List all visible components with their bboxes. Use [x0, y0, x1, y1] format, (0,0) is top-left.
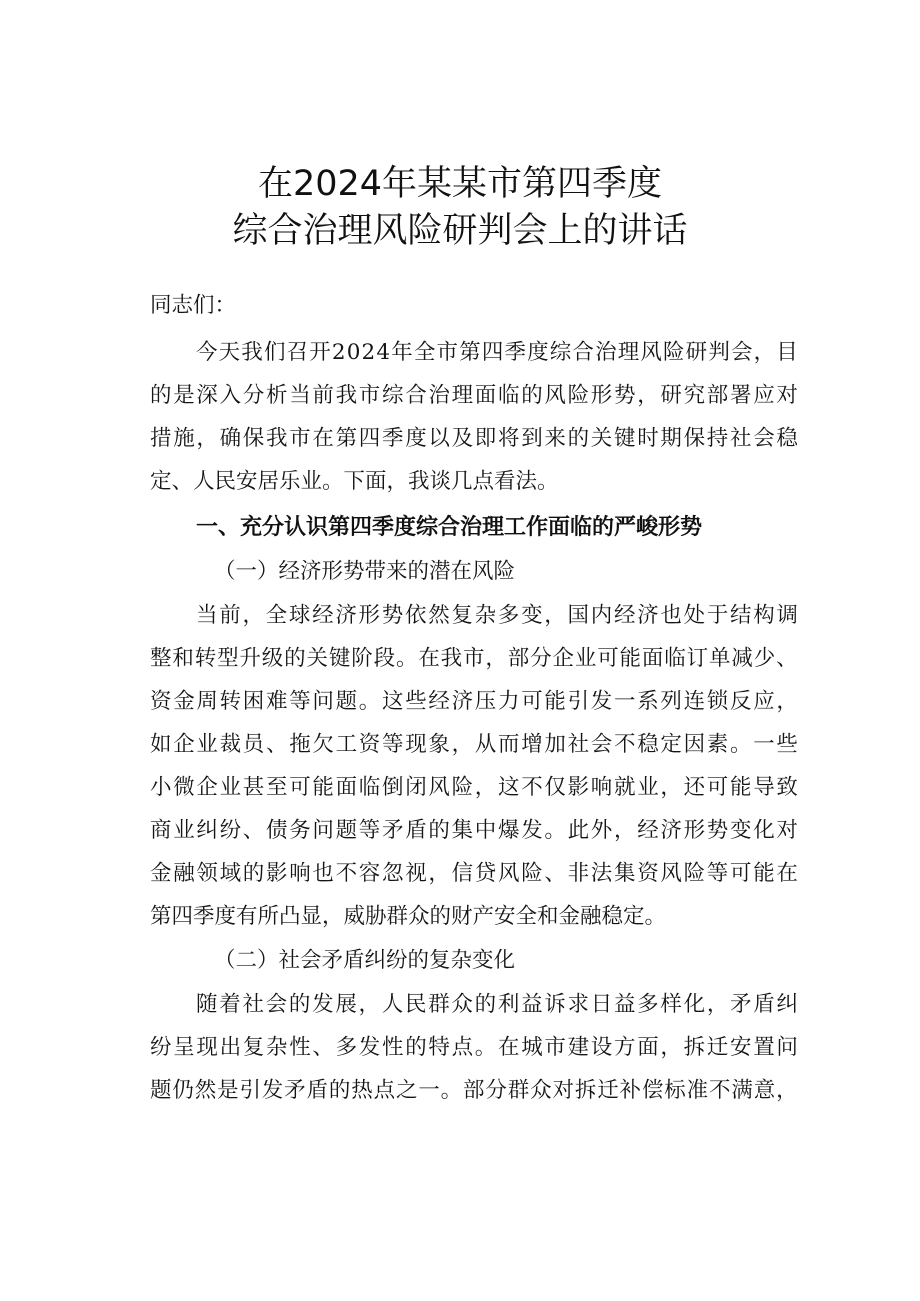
subsection-1-line: 第四季度有所凸显，威胁群众的财产安全和金融稳定。	[150, 904, 667, 929]
subsection-1-line: 小微企业甚至可能面临倒闭风险，这不仅影响就业，还可能导致	[150, 775, 800, 800]
intro-line: 措施，确保我市在第四季度以及即将到来的关键时期保持社会稳	[150, 426, 800, 451]
subsection-1-line: 当前，全球经济形势依然复杂多变，国内经济也处于结构调	[196, 603, 800, 628]
intro-line: 定、人民安居乐业。下面，我谈几点看法。	[150, 469, 559, 494]
salutation: 同志们：	[150, 293, 237, 318]
intro-line: 的是深入分析当前我市综合治理面临的风险形势，研究部署应对	[150, 383, 800, 408]
subsection-1-line: 资金周转困难等问题。这些经济压力可能引发一系列连锁反应，	[150, 689, 800, 714]
subsection-1-line: 整和转型升级的关键阶段。在我市，部分企业可能面临订单减少、	[150, 646, 799, 671]
section-1-heading: 一、充分认识第四季度综合治理工作面临的严峻形势	[196, 515, 703, 540]
subsection-1-line: 商业纠纷、债务问题等矛盾的集中爆发。此外，经济形势变化对	[150, 818, 800, 843]
subsection-2-heading: （二）社会矛盾纠纷的复杂变化	[214, 948, 516, 973]
intro-line: 今天我们召开2024年全市第四季度综合治理风险研判会，目	[196, 340, 799, 365]
document-title-line-1: 在2024年某某市第四季度	[257, 164, 663, 204]
subsection-2-line: 随着社会的发展，人民群众的利益诉求日益多样化，矛盾纠	[196, 992, 800, 1017]
subsection-1-line: 金融领域的影响也不容忽视，信贷风险、非法集资风险等可能在	[150, 861, 800, 886]
document-title-line-2: 综合治理风险研判会上的讲话	[232, 211, 688, 251]
subsection-2-line: 纷呈现出复杂性、多发性的特点。在城市建设方面，拆迁安置问	[150, 1035, 800, 1060]
subsection-2-line: 题仍然是引发矛盾的热点之一。部分群众对拆迁补偿标准不满意，	[150, 1078, 799, 1103]
subsection-1-line: 如企业裁员、拖欠工资等现象，从而增加社会不稳定因素。一些	[150, 732, 800, 757]
subsection-1-heading: （一）经济形势带来的潜在风险	[214, 559, 516, 584]
